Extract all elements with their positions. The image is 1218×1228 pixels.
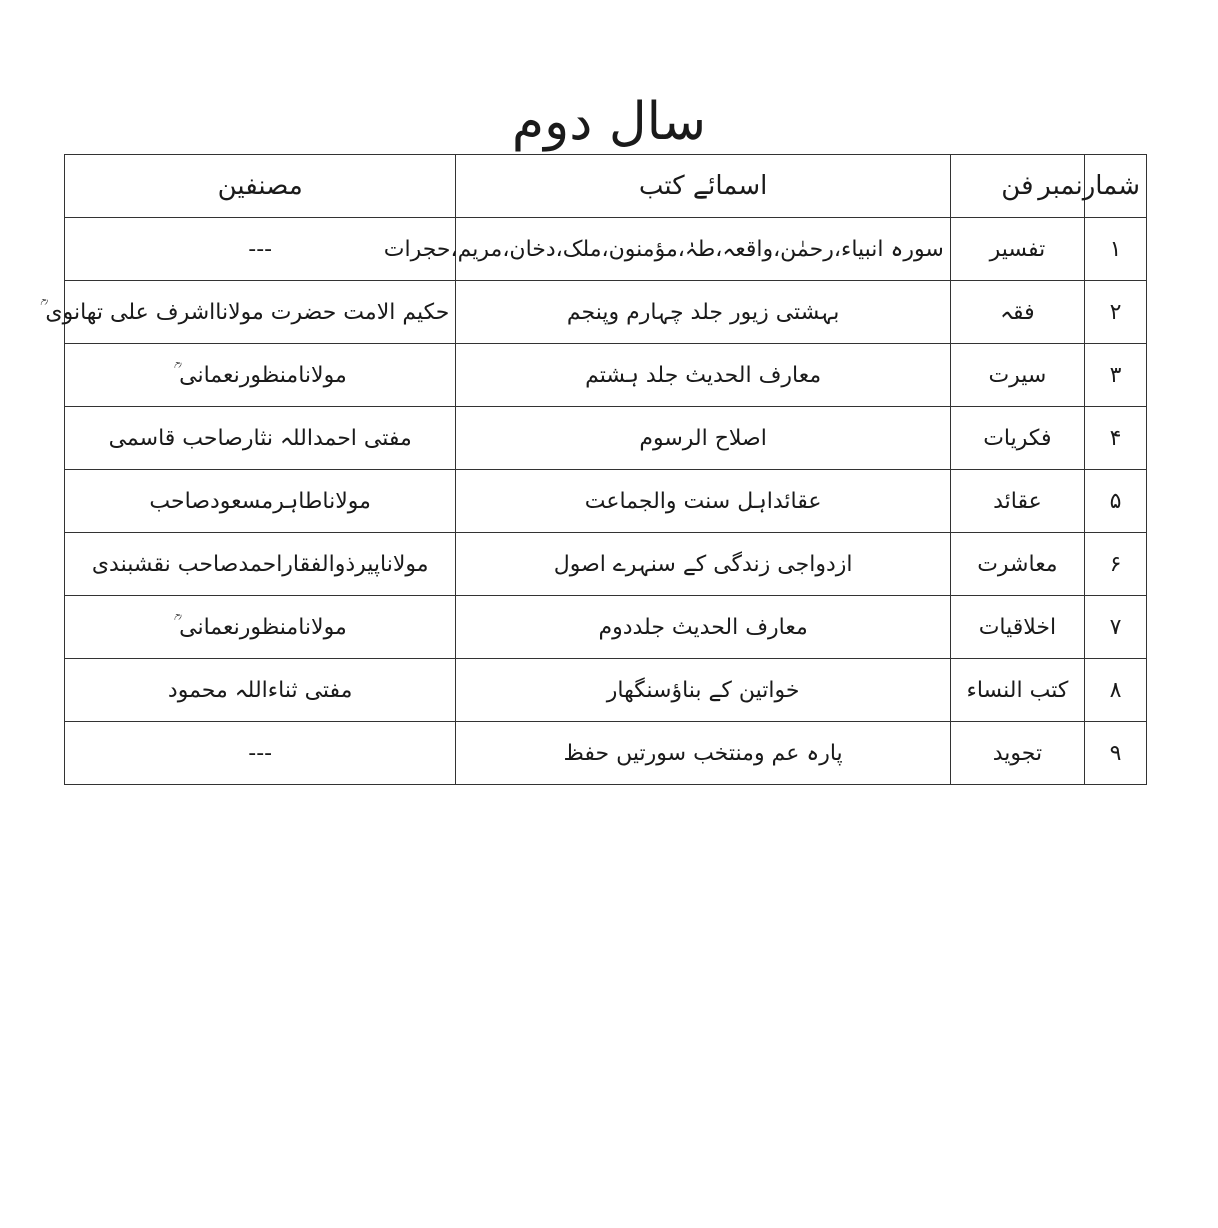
row-number: ۱: [1084, 218, 1146, 281]
row-books: بہشتی زیور جلد چہارم وپنجم: [456, 281, 950, 344]
row-books: معارف الحدیث جلددوم: [456, 596, 950, 659]
table-row: [65, 722, 1147, 785]
row-number: ۶: [1084, 533, 1146, 596]
row-books: پارہ عم ومنتخب سورتیں حفظ: [456, 722, 950, 785]
row-books: عقائداہل سنت والجماعت: [456, 470, 950, 533]
header-subject: فن: [950, 155, 1084, 218]
row-authors: مولاناپیرذوالفقاراحمدصاحب نقشبندی: [65, 533, 456, 596]
row-number: ۹: [1084, 722, 1146, 785]
row-subject: اخلاقیات: [950, 596, 1084, 659]
row-subject: تجوید: [950, 722, 1084, 785]
row-subject: معاشرت: [950, 533, 1084, 596]
row-books: اصلاح الرسوم: [456, 407, 950, 470]
row-authors: مفتی احمداللہ نثارصاحب قاسمی: [65, 407, 456, 470]
row-authors: مولانامنظورنعمانی ؒ: [65, 596, 456, 659]
row-books: معارف الحدیث جلد ہشتم: [456, 344, 950, 407]
table-header-row: [65, 155, 1147, 218]
row-authors: مولاناطاہرمسعودصاحب: [65, 470, 456, 533]
row-number: ۳: [1084, 344, 1146, 407]
row-number: ۴: [1084, 407, 1146, 470]
row-subject: فقہ: [950, 281, 1084, 344]
row-books: ازدواجی زندگی کے سنہرے اصول: [456, 533, 950, 596]
table-row: [65, 533, 1147, 596]
header-authors: مصنفین: [65, 155, 456, 218]
syllabus-table: [39, 154, 1147, 785]
table-row: [65, 407, 1147, 470]
row-authors: ---: [65, 218, 456, 281]
row-subject: عقائد: [950, 470, 1084, 533]
row-number: ۲: [1084, 281, 1146, 344]
page-title: سال دوم: [511, 92, 707, 152]
row-books: خواتین کے بناؤسنگھار: [456, 659, 950, 722]
row-authors: مولانامنظورنعمانی ؒ: [65, 344, 456, 407]
row-authors: ---: [65, 722, 456, 785]
row-number: ۷: [1084, 596, 1146, 659]
table-row: [65, 470, 1147, 533]
row-number: ۵: [1084, 470, 1146, 533]
row-books: سورہ انبیاء،رحمٰن،واقعہ،طہٰ،مؤمنون،ملک،دخان،مریم،حجرات: [456, 218, 950, 281]
row-subject: کتب النساء: [950, 659, 1084, 722]
row-subject: فکریات: [950, 407, 1084, 470]
table-row: [65, 218, 1147, 281]
table-row: [65, 281, 1147, 344]
table-row: [65, 344, 1147, 407]
row-subject: سیرت: [950, 344, 1084, 407]
table-row: [65, 659, 1147, 722]
row-subject: تفسیر: [950, 218, 1084, 281]
header-number: شمارنمبر: [1084, 155, 1146, 218]
row-number: ۸: [1084, 659, 1146, 722]
row-authors: مفتی ثناءاللہ محمود: [65, 659, 456, 722]
table-row: [65, 596, 1147, 659]
row-authors: حکیم الامت حضرت مولانااشرف علی تھانوی ؒ: [65, 281, 456, 344]
header-books: اسمائے کتب: [456, 155, 950, 218]
